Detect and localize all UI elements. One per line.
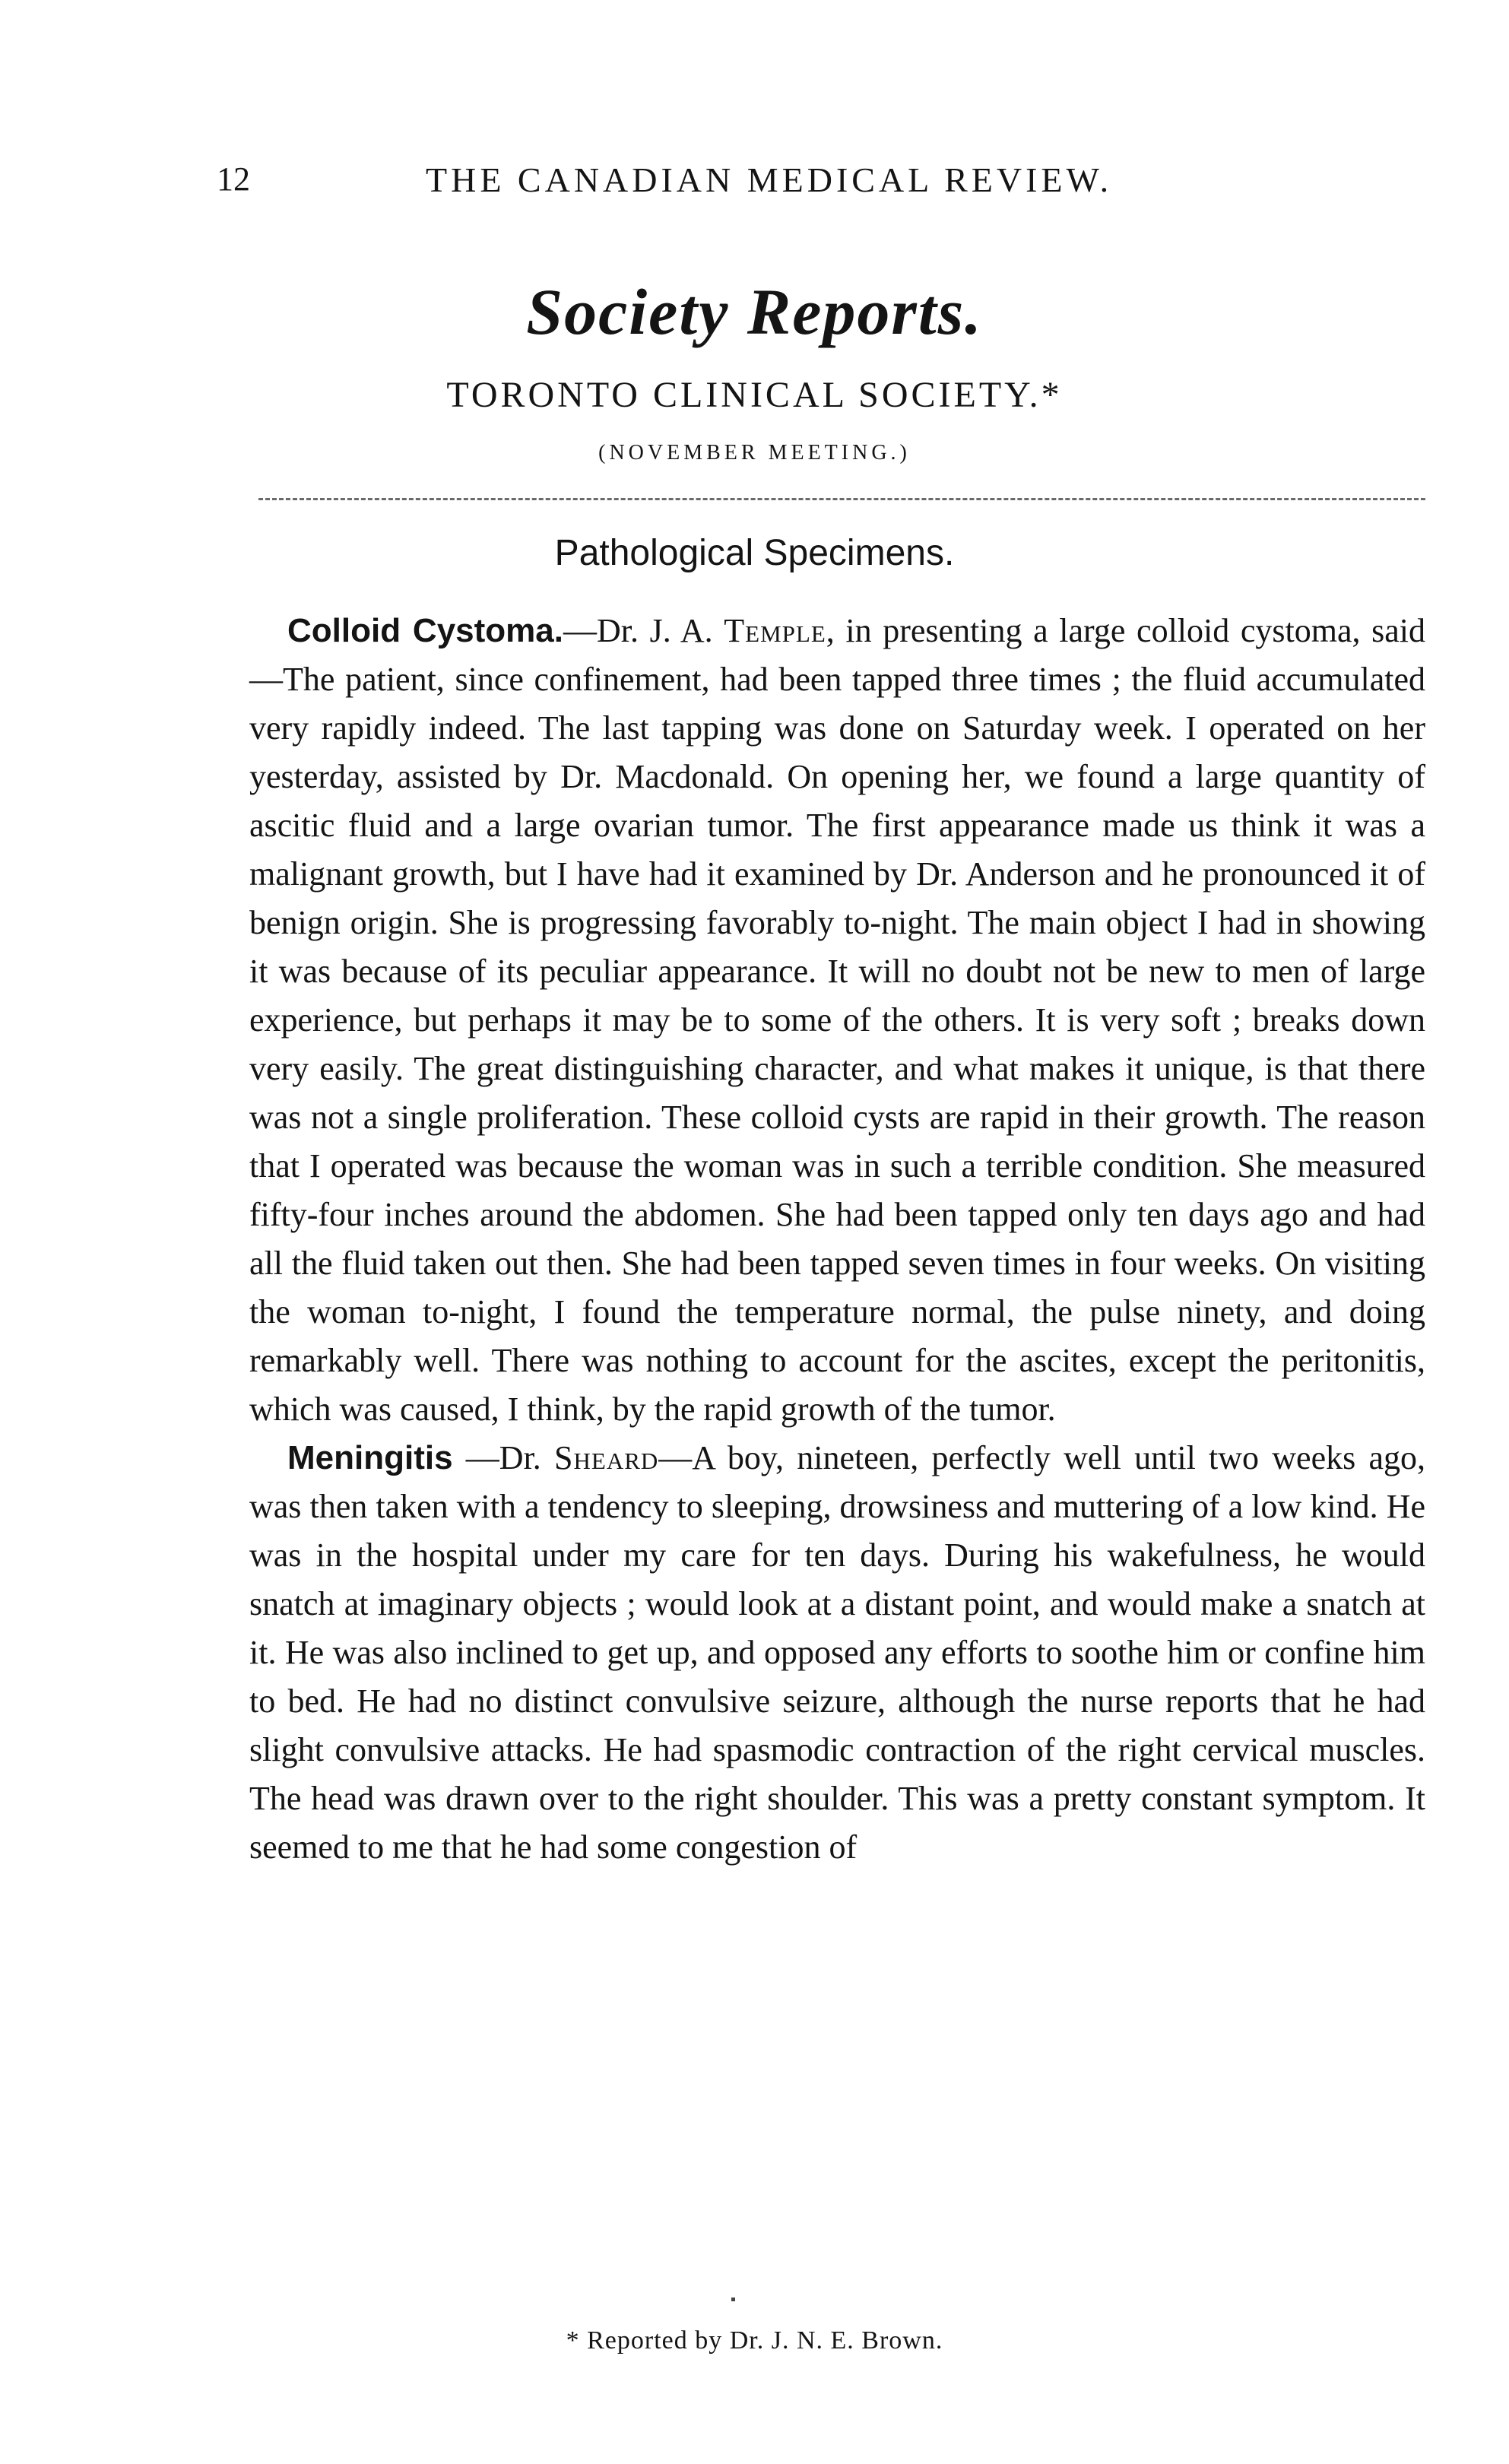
- article-text: —A boy, nineteen, perfectly well until two weeks ago, was then taken with a tendency to sleeping, drowsiness and muttering of a low kind. He was in the hospital under my care for ten days. During his wakefulness, he would snatch at imaginary objects ; would look at a distant point, and would make a snatch at it. He was also inclined to get up, and opposed any efforts to soothe him or confine him to bed. He had no distinct convulsive seizure, although the nurse reports that he had slight convulsive attacks. He had spasmodic contraction of the right cervical muscles. The head was drawn over to the right shoulder. This was a pretty constant symptom. It seemed to me that he had some congestion of: [249, 1439, 1425, 1866]
- running-head: [0, 160, 1509, 205]
- article-paragraph: [249, 607, 1425, 1434]
- article-lead-heading: Colloid Cystoma.: [287, 612, 563, 649]
- page-number: 12: [217, 160, 250, 198]
- article-dash: —Dr.: [452, 1439, 555, 1476]
- section-title: Society Reports.: [526, 275, 983, 348]
- meeting-label: (NOVEMBER MEETING.): [598, 441, 911, 465]
- article-paragraph: [249, 1434, 1425, 1872]
- subsection-title: Pathological Specimens.: [554, 533, 955, 573]
- article-lead-heading: Meningitis: [287, 1439, 453, 1476]
- article-speaker: Sheard: [554, 1439, 659, 1476]
- section-divider: [258, 498, 1425, 500]
- footnote-marker: [731, 2298, 735, 2301]
- article-dash: —Dr. J. A.: [563, 612, 724, 649]
- article-body: [249, 607, 1425, 1872]
- article-speaker: Temple: [724, 612, 826, 649]
- journal-title: THE CANADIAN MEDICAL REVIEW.: [426, 160, 1113, 199]
- society-name: TORONTO CLINICAL SOCIETY.*: [446, 375, 1063, 415]
- footnote: * Reported by Dr. J. N. E. Brown.: [566, 2326, 943, 2355]
- article-text: , in presenting a large colloid cystoma, said—The patient, since confinement, had been tapped three times ; the fluid accumulated very rapidly indeed. The last tapping was done on Saturday week. I operated on her yesterday, assisted by Dr. Macdonald. On opening her, we found a large quantity of ascitic fluid and a large ovarian tumor. The first appearance made us think it was a malignant growth, but I have had it examined by Dr. Anderson and he pronounced it of benign origin. She is progressing favorably to-night. The main object I had in showing it was because of its peculiar appearance. It will no doubt not be new to men of large experience, but perhaps it may be to some of the others. It is very soft ; breaks down very easily. The great distinguishing character, and what makes it unique, is that there was not a single proliferation. These colloid cysts are rapid in their growth. The reason that I operated was because the woman was in such a terrible condition. She measured fifty-four inches around the abdomen. She had been tapped only ten days ago and had all the fluid taken out then. She had been tapped seven times in four weeks. On visiting the woman to-night, I found the temperature normal, the pulse ninety, and doing remarkably well. There was nothing to account for the ascites, except the peritonitis, which was caused, I think, by the rapid growth of the tumor.: [249, 612, 1425, 1428]
